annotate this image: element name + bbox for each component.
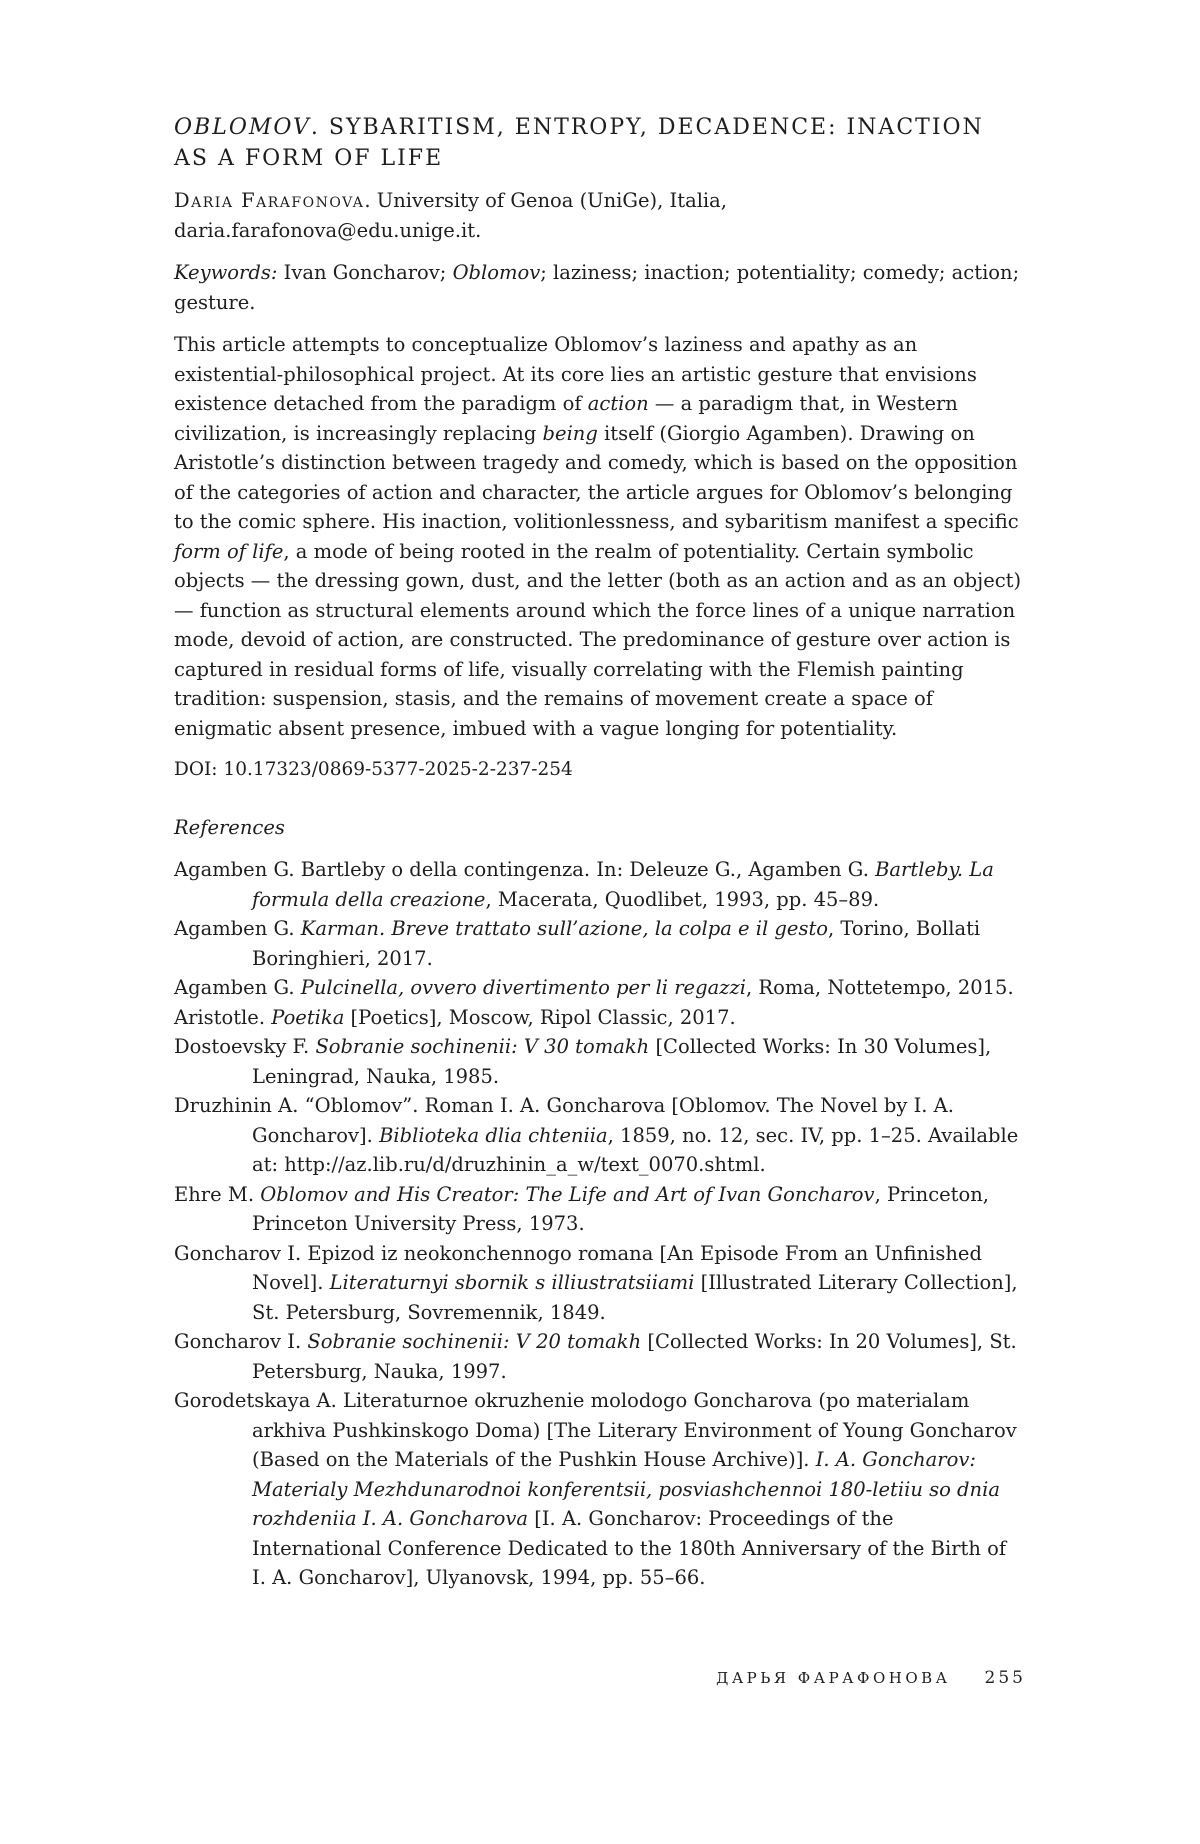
- ref-text: Goncharov I. Epizod iz neokonchennogo romana [An Episode From an Unfinished Novel].: [174, 1241, 982, 1294]
- reference-item: [174, 1327, 1026, 1386]
- abstract-text-3: itself (Giorgio Agamben). Drawing on Aristotle’s distinction between tragedy and comedy, which is based on the opposition of the categories of action and character, the article argues for Oblomov’s belonging to the comic sphere. His inaction, volitionlessness, and sybaritism manifest a specific: [174, 421, 1019, 533]
- reference-list: [174, 855, 1026, 1593]
- title-rest: . SYBARITISM, ENTROPY, DECADENCE: INACTION AS A FORM OF LIFE: [174, 115, 984, 171]
- ref-text: , 1859, no. 12, sec. IV, pp. 1–25. Available at: http://az.lib.ru/d/druzhinin_a_w/text_0070.shtml.: [252, 1123, 1019, 1176]
- ref-italic: Pulcinella, ovvero divertimento per li regazzi: [300, 976, 746, 999]
- ref-text: , Macerata, Quodlibet, 1993, pp. 45–89.: [485, 887, 880, 911]
- ref-italic: Karman. Breve trattato sull’azione, la colpa e il gesto: [300, 917, 829, 940]
- abstract-italic-1: action: [587, 392, 649, 415]
- ref-text: [Collected Works: In 20 Volumes], St. Petersburg, Nauka, 1997.: [252, 1330, 1017, 1383]
- abstract-text-4: , a mode of being rooted in the realm of potentiality. Certain symbolic objects — the dressing gown, dust, and the letter (both as an action and as an object) — function as structural elements around which the force lines of a unique narration mode, devoid of action, are constructed. The predominance of gesture over action is captured in residual forms of life, visually correlating with the Flemish painting tradition: suspension, stasis, and the remains of movement create a space of enigmatic absent presence, imbued with a vague longing for potentiality.: [174, 539, 1022, 740]
- abstract-italic-2: being: [542, 421, 598, 445]
- reference-item: [174, 1386, 1026, 1593]
- article-title: [174, 112, 1026, 174]
- ref-text: Agamben G.: [174, 917, 301, 940]
- keywords-italic: Oblomov: [452, 261, 541, 284]
- page-number: 255: [984, 1668, 1026, 1688]
- ref-text: [I. A. Goncharov: Proceedings of the International Conference Dedicated to the 180th Anniversary of the Birth of I. A. Goncharov], Ulyanovsk, 1994, pp. 55–66.: [252, 1507, 1007, 1589]
- ref-text: , Roma, Nottetempo, 2015.: [746, 976, 1014, 999]
- reference-item: [174, 1239, 1026, 1328]
- ref-text: Gorodetskaya A. Literaturnoe okruzhenie molodogo Goncharova (po materialam arkhiva Pushkinskogo Doma) [The Literary Environment of Young Goncharov (Based on the Materials of the Pushkin House Archive)].: [174, 1389, 1017, 1471]
- reference-item: [174, 1032, 1026, 1091]
- ref-text: Agamben G.: [174, 976, 301, 999]
- ref-italic: Literaturnyi sbornik s illiustratsiiami: [329, 1271, 695, 1294]
- keywords: [174, 258, 1026, 318]
- ref-text: [Collected Works: In 30 Volumes], Leningrad, Nauka, 1985.: [252, 1035, 992, 1088]
- reference-item: [174, 1180, 1026, 1239]
- ref-text: Aristotle.: [174, 1005, 272, 1029]
- ref-text: Druzhinin A. “Oblomov”. Roman I. A. Goncharova [Oblomov. The Novel by I. A. Goncharov].: [174, 1094, 954, 1147]
- ref-italic: I. A. Goncharov: Materialy Mezhdunarodnoi konferentsii, posviashchennoi 180-letiiu so dnia rozhdeniia I. A. Goncharova: [252, 1448, 1000, 1530]
- ref-italic: Sobranie sochinenii: V 20 tomakh: [307, 1330, 642, 1353]
- ref-text: [Illustrated Literary Collection], St. Petersburg, Sovremennik, 1849.: [252, 1271, 1018, 1324]
- abstract: [174, 330, 1026, 743]
- page-footer: [620, 1668, 1026, 1688]
- ref-italic: Sobranie sochinenii: V 30 tomakh: [315, 1035, 650, 1058]
- abstract-text-1: This article attempts to conceptualize Oblomov’s laziness and apathy as an existential-philosophical project. At its core lies an artistic gesture that envisions existence detached from the paradigm of: [174, 333, 977, 415]
- title-italic: OBLOMOV: [174, 115, 311, 140]
- ref-text: Agamben G. Bartleby o della contingenza. In: Deleuze G., Agamben G.: [174, 858, 876, 881]
- ref-text: , Torino, Bollati Boringhieri, 2017.: [252, 917, 981, 970]
- ref-italic: Oblomov and His Creator: The Life and Art of Ivan Goncharov: [260, 1182, 875, 1206]
- ref-text: Dostoevsky F.: [174, 1035, 316, 1058]
- abstract-italic-3: form of life: [174, 539, 284, 563]
- ref-text: Ehre M.: [174, 1182, 261, 1206]
- reference-item: [174, 1003, 1026, 1033]
- reference-item: [174, 855, 1026, 914]
- ref-text: [Poetics], Moscow, Ripol Classic, 2017.: [344, 1005, 736, 1029]
- reference-item: [174, 914, 1026, 973]
- author-name: Daria Farafonova: [174, 189, 365, 212]
- ref-italic: Poetika: [271, 1005, 345, 1029]
- references-heading: References: [174, 816, 285, 839]
- ref-italic: Bartleby. La formula della creazione: [252, 858, 994, 911]
- abstract-text-2: — a paradigm that, in Western civilization, is increasingly replacing: [174, 392, 958, 445]
- ref-italic: Biblioteka dlia chteniia: [379, 1123, 608, 1147]
- author-affiliation: . University of Genoa (UniGe), Italia, daria.farafonova@edu.unige.it.: [174, 189, 727, 242]
- keywords-part2: ; laziness; inaction; potentiality; comedy; action; gesture.: [174, 261, 1020, 314]
- keywords-part1: Ivan Goncharov;: [277, 261, 453, 284]
- author-line: [174, 186, 1026, 246]
- reference-item: [174, 1091, 1026, 1180]
- doi: DOI: 10.17323/0869-5377-2025-2-237-254: [174, 759, 573, 780]
- article-page: [174, 112, 1026, 1593]
- running-head: ДАРЬЯ ФАРАФОНОВА: [716, 1669, 951, 1687]
- ref-text: Goncharov I.: [174, 1330, 308, 1353]
- keywords-label: Keywords:: [174, 261, 278, 284]
- ref-text: , Princeton, Princeton University Press, 1973.: [252, 1182, 990, 1235]
- reference-item: [174, 973, 1026, 1003]
